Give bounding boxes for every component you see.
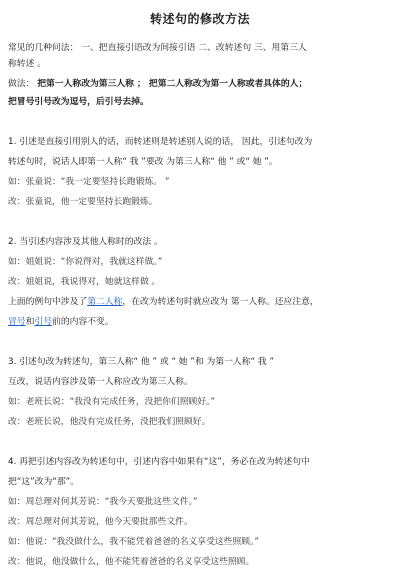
section1-answer: 改：张童说，他一定要坚持长跑锻炼。 [8, 197, 158, 207]
section2-note-2 [8, 316, 394, 329]
note-text-c: 前的内容不变。 [52, 317, 114, 327]
note-text-b: ，在改为转述句时就应改为 第一人称。还应注意， [122, 297, 319, 307]
method-rule-2: 把冒号引号改为逗号，后引号去掉。 [8, 97, 149, 107]
section2-answer: 改：姐姐说，我说得对，她就这样做 。 [8, 277, 161, 287]
section4-example-2: 如：他说：“我没做什么，我不能凭着爸爸的名义享受这些照顾。” [8, 537, 260, 547]
section3-line-1: 3. 引述句改为转述句，第三人称“ 他 ” 或 “ 她 ”和 为第一人称“ 我 ” [8, 357, 275, 367]
section1-line-1: 1. 引述是直接引用别人的话，而转述则是转述别人说的话， 因此，引述句改为 [8, 137, 313, 147]
section1-line-2: 转述句时，说话人即第一人称“ 我 ”要改 为第三人称“ 他 ” 或“ 她 ”。 [8, 157, 278, 167]
colon-link[interactable]: 冒号 [8, 317, 26, 327]
note-text-a: 上面的例句中涉及了 [8, 297, 88, 307]
section1-example: 如：张童说：“我一定要坚持长跑锻炼。 ” [8, 177, 170, 187]
method-line-1 [8, 78, 394, 91]
section3-line-2: 互改，说话内容涉及第一人称应改为第三人称。 [8, 377, 193, 387]
page-title: 转述句的修改方法 [149, 12, 250, 26]
section4-line-2: 把“这”改为“那”。 [8, 477, 80, 487]
section3-answer: 改：老班长说，他没有完成任务，没把我们照顾好。 [8, 417, 211, 427]
second-person-link[interactable]: 第二人称 [87, 297, 123, 307]
section3-example: 如：老班长说：“我没有完成任务，没把你们照顾好。” [8, 397, 216, 407]
method-label: 做法： [8, 79, 35, 89]
note-and: 和 [25, 317, 35, 327]
intro-line-2: 称转述 。 [8, 59, 46, 69]
section4-answer-1: 改：周总理对何其芳说，他今天要批那些文件。 [8, 517, 193, 527]
quote-link[interactable]: 引号 [34, 317, 53, 327]
intro-line-1: 常见的几种问法： 一、把直接引语改为间接引语 二、改转述句 三、用第三人 [8, 43, 307, 53]
section4-example-1: 如：周总理对何其芳说：“我今天要批这些文件。” [8, 497, 198, 507]
section4-line-1: 4. 再把引述内容改为转述句中，引述内容中如果有“这”，务必在改为转述句中 [8, 457, 310, 467]
section2-note-1 [8, 296, 394, 309]
section2-example: 如：姐姐说：“你说得对，我就这样做。” [8, 257, 163, 267]
method-rule-1: 把第一人称改为第三人称 ； 把第二人称改为第一人称或者具体的人； [37, 79, 308, 89]
section2-line-1: 2. 当引述内容涉及其他人称时的改法 。 [8, 237, 163, 247]
section4-answer-2: 改：他说，他没做什么，他不能凭着爸爸的名义享受这些照顾。 [8, 557, 255, 567]
